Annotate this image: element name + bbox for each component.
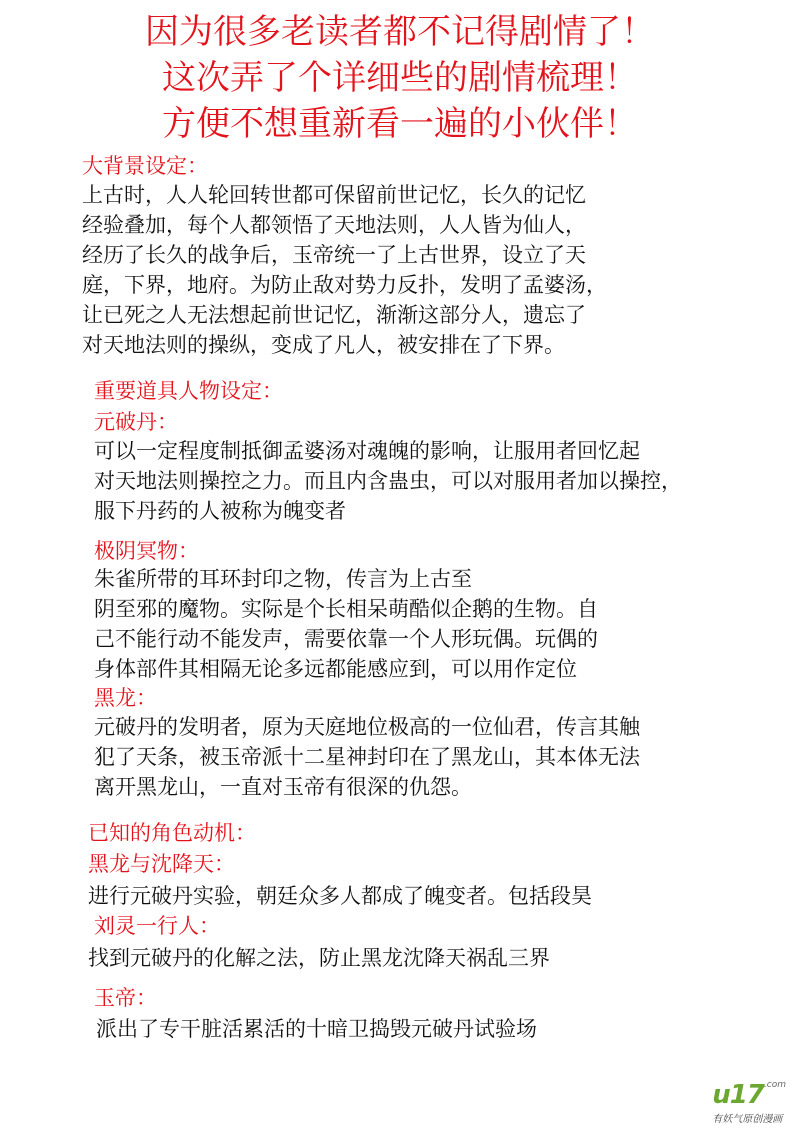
props-heading: 重要道具人物设定：: [94, 379, 283, 403]
background-line: 对天地法则的操纵，变成了凡人，被安排在了下界。: [82, 333, 565, 357]
u17-domain: .com: [763, 1080, 786, 1090]
motive-desc-heilong-shenjiangtian: 进行元破丹实验，朝廷众多人都成了魄变者。包括段昊: [88, 884, 592, 908]
u17-watermark: [712, 1080, 786, 1125]
motive-desc-yudi: 派出了专干脏活累活的十暗卫捣毁元破丹试验场: [96, 1017, 537, 1041]
item-desc-heilong: [94, 712, 640, 802]
motive-name-yudi: 玉帝：: [94, 986, 157, 1010]
item-line: 可以一定程度制抵御孟婆汤对魂魄的影响，让服用者回忆起: [94, 439, 640, 463]
header-line-1: 因为很多老读者都不记得剧情了！: [145, 12, 655, 52]
background-line: 上古时，人人轮回转世都可保留前世记忆，长久的记忆: [82, 183, 586, 207]
motive-name-heilong-shenjiangtian: 黑龙与沈降天：: [88, 852, 235, 876]
header-line-2: 这次弄了个详细些的剧情梳理！: [162, 58, 638, 98]
item-name-heilong: 黑龙：: [94, 686, 157, 710]
background-paragraph: [82, 180, 607, 360]
background-line: 经验叠加，每个人都领悟了天地法则，人人皆为仙人，: [82, 213, 586, 237]
item-line: 服下丹药的人被称为魄变者: [94, 499, 346, 523]
item-line: 离开黑龙山，一直对玉帝有很深的仇怨。: [94, 775, 472, 799]
item-line: 阴至邪的魔物。实际是个长相呆萌酷似企鹅的生物。自: [94, 597, 598, 621]
item-desc-jiyinmingwu: [94, 564, 598, 684]
motive-name-liuling: 刘灵一行人：: [94, 914, 220, 938]
background-line: 庭，下界，地府。为防止敌对势力反扑，发明了孟婆汤，: [82, 273, 607, 297]
item-line: 元破丹的发明者，原为天庭地位极高的一位仙君，传言其触: [94, 715, 640, 739]
background-line: 让已死之人无法想起前世记忆，渐渐这部分人，遗忘了: [82, 303, 586, 327]
item-name-yuanpodan: 元破丹：: [94, 410, 178, 434]
motive-desc-liuling: 找到元破丹的化解之法，防止黑龙沈降天祸乱三界: [88, 946, 550, 970]
item-name-jiyinmingwu: 极阴冥物：: [94, 539, 199, 563]
header-line-3: 方便不想重新看一遍的小伙伴！: [162, 104, 638, 144]
item-line: 犯了天条，被玉帝派十二星神封印在了黑龙山，其本体无法: [94, 745, 640, 769]
item-desc-yuanpodan: [94, 436, 682, 526]
u17-tagline: 有妖气原创漫画: [712, 1114, 783, 1125]
item-line: 己不能行动不能发声，需要依靠一个人形玩偶。玩偶的: [94, 627, 598, 651]
item-line: 对天地法则操控之力。而且内含蛊虫，可以对服用者加以操控，: [94, 469, 682, 493]
motives-heading: 已知的角色动机：: [88, 821, 256, 845]
item-line: 朱雀所带的耳环封印之物，传言为上古至: [94, 567, 472, 591]
background-heading: 大背景设定：: [82, 154, 208, 178]
item-line: 身体部件其相隔无论多远都能感应到，可以用作定位: [94, 657, 577, 681]
u17-logo: u17: [712, 1080, 764, 1110]
background-line: 经历了长久的战争后，玉帝统一了上古世界，设立了天: [82, 243, 586, 267]
